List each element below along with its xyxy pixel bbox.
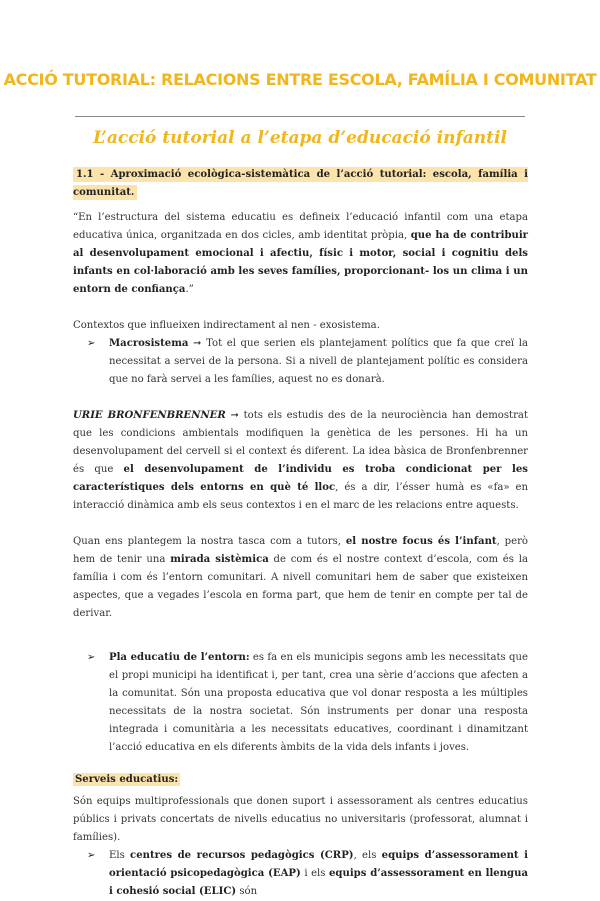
macro-text: Tot el que serien els plantejament polítics que fa que creï la necessitat a servei de la persona. Si a nivell de plantejament polític es considera que no farà servei a les famílies, aquest no es donarà.: [109, 338, 528, 385]
urie-bold: el desenvolupament de l’individu es troba condicionat per les característiques dels entorns en què té lloc: [73, 464, 528, 493]
urie-text: tots els estudis des de la neurociència han demostrat que les condicions ambientals modifiquen la genètica de les persones. Hi ha un desenvolupament del cervell si el context és diferent. La idea bàsica de Bronfenbrenner és que: [73, 410, 528, 475]
quote-text: “En l’estructura del sistema educatiu es defineix l’educació infantil com una etapa educativa única, organitzada en dos cicles, amb identitat pròpia,: [73, 212, 528, 241]
section-heading: 1.1 - Aproximació ecològica-sistemàtica de l’acció tutorial: escola, família i comunitat.: [73, 169, 528, 198]
urie-name: URIE BRONFENBRENNER: [73, 410, 226, 421]
macro-term: Macrosistema: [109, 338, 189, 349]
els-text-3: i els: [300, 868, 329, 879]
els-bold-crp: centres de recursos pedagògics (CRP): [130, 850, 354, 861]
right-arrow-icon: ➞: [188, 338, 207, 349]
els-text-2: , els: [353, 850, 382, 861]
urie-paragraph: [73, 407, 528, 515]
focus-bold-2: mirada sistèmica: [170, 554, 269, 565]
bullet-arrow-icon: ➢: [87, 338, 96, 349]
quote-paragraph: [73, 209, 528, 299]
pla-text: es fa en els municipis segons amb les necessitats que el propi municipi ha identificat i, per tant, crea una sèrie d’accions que afecten a la comunitat. Són una proposta educativa que vol donar resposta a les múltiples necessitats de la nostra societat. Són instruments per donar una resposta integrada i comunitària a les necessitats educatives, coordinant i dinamitzant l’acció educativa en els diferents àmbits de la vida dels infants i joves.: [109, 652, 528, 753]
focus-text-2: , però hem de tenir una: [73, 536, 528, 565]
document-subtitle: L’acció tutorial a l’etapa d’educació infantil: [93, 128, 507, 148]
right-arrow-icon: ➞: [225, 410, 244, 421]
document-body: [73, 166, 528, 901]
serveis-heading: Serveis educatius:: [75, 774, 179, 785]
macro-bullet: [73, 335, 528, 389]
quote-bold: que ha de contribuir al desenvolupament emocional i afectiu, físic i motor, social i cognitiu dels infants en col·laboració amb les seves famílies, proporcionant- los un clima i un entorn de confiança: [73, 230, 528, 295]
quote-end: .”: [185, 284, 194, 295]
document-title: ACCIÓ TUTORIAL: RELACIONS ENTRE ESCOLA, FAMÍLIA I COMUNITAT: [3, 70, 597, 89]
focus-text: Quan ens plantegem la nostra tasca com a tutors,: [73, 536, 346, 547]
focus-text-3: de com és el nostre context d’escola, com és la família i com és l’entorn comunitari. A nivell comunitari hem de saber que existeixen aspectes, que a vegades l’escola en forma part, que hem de tenir en compte per tal de derivar.: [73, 554, 528, 619]
serveis-heading-paragraph: [73, 771, 528, 789]
els-text: Els: [109, 850, 131, 861]
bullet-arrow-icon: ➢: [87, 652, 96, 663]
focus-bold: el nostre focus és l’infant: [345, 536, 497, 547]
section-heading-paragraph: [73, 166, 528, 202]
pla-bullet: [73, 649, 528, 757]
els-text-4: són: [236, 886, 258, 897]
els-bold-eap: equips d’assessorament i orientació psicopedagògica (EAP): [109, 850, 528, 879]
els-bold-elic: equips d’assessorament en llengua i cohesió social (ELIC): [109, 868, 528, 897]
bullet-arrow-icon: ➢: [87, 850, 96, 861]
contexts-line: Contextos que influeixen indirectament al nen - exosistema.: [73, 320, 380, 331]
els-bullet: [73, 847, 528, 901]
serveis-text: Són equips multiprofessionals que donen suport i assessorament als centres educatius públics i privats concertats de nivells educatius no universitaris (professorat, alumnat i famílies).: [73, 796, 528, 843]
pla-term: Pla educatiu de l’entorn:: [109, 652, 250, 663]
focus-paragraph: [73, 533, 528, 623]
title-divider: [75, 116, 525, 117]
urie-text-end: , és a dir, l’ésser humà es «fa» en interacció dinàmica amb els seus contextos i en el marc de les relacions entre aquests.: [73, 482, 528, 511]
